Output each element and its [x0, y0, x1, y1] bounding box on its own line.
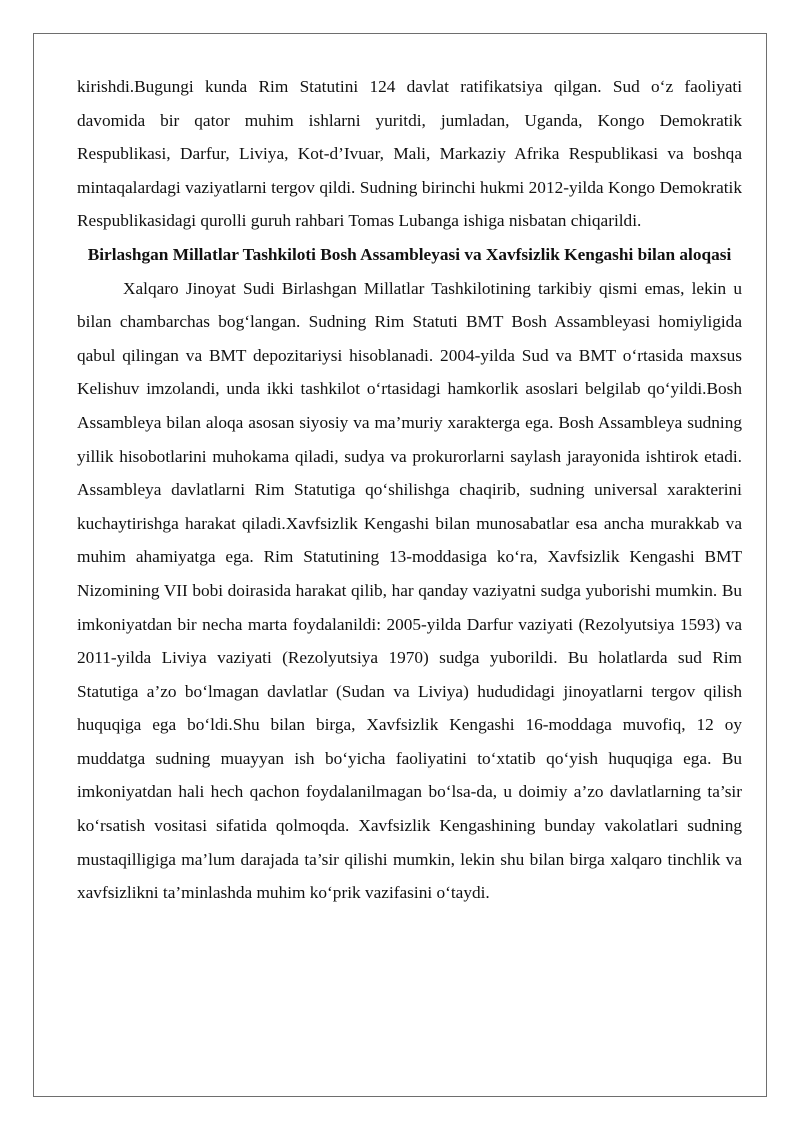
intro-paragraph: kirishdi.Bugungi kunda Rim Statutini 124 davlat ratifikatsiya qilgan. Sud o‘z faoliyati davomida bir qator muhim ishlarni yuritdi, jumladan, Uganda, Kongo Demokratik Respublikasi, Darfur, Liviya, Kot-d’Ivuar, Mali, Markaziy Afrika Respublikasi va boshqa mintaqalardagi vaziyatlarni tergov qildi. Sudning birinchi hukmi 2012-yilda Kongo Demokratik Respublikasidagi qurolli guruh rahbari Tomas Lubanga ishiga nisbatan chiqarildi.: [77, 77, 742, 231]
document-body: [77, 70, 742, 910]
section-paragraph: Xalqaro Jinoyat Sudi Birlashgan Millatlar Tashkilotining tarkibiy qismi emas, lekin u bilan chambarchas bog‘langan. Sudning Rim Statuti BMT Bosh Assambleyasi homiyligida qabul qilingan va BMT depozitariysi hisoblanadi. 2004-yilda Sud va BMT o‘rtasida maxsus Kelishuv imzolandi, unda ikki tashkilot o‘rtasidagi hamkorlik asoslari belgilab qo‘yildi.Bosh Assambleya bilan aloqa asosan siyosiy va ma’muriy xarakterga ega. Bosh Assambleya sudning yillik hisobotlarini muhokama qiladi, sudya va prokurorlarni saylash jarayonida ishtirok etadi. Assambleya davlatlarni Rim Statutiga qo‘shilishga chaqirib, sudning universal xarakterini kuchaytirishga harakat qiladi.Xavfsizlik Kengashi bilan munosabatlar esa ancha murakkab va muhim ahamiyatga ega. Rim Statutining 13-moddasiga ko‘ra, Xavfsizlik Kengashi BMT Nizomining VII bobi doirasida harakat qilib, har qanday vaziyatni sudga yuborishi mumkin. Bu imkoniyatdan bir necha marta foydalanildi: 2005-yilda Darfur vaziyati (Rezolyutsiya 1593) va 2011-yilda Liviya vaziyati (Rezolyutsiya 1970) sudga yuborildi. Bu holatlarda sud Rim Statutiga a’zo bo‘lmagan davlatlar (Sudan va Liviya) hududidagi jinoyatlarni tergov qilish huquqiga ega bo‘ldi.Shu bilan birga, Xavfsizlik Kengashi 16-moddaga muvofiq, 12 oy muddatga sudning muayyan ish bo‘yicha faoliyatini to‘xtatib qo‘yish huquqiga ega. Bu imkoniyatdan hali hech qachon foydalanilmagan bo‘lsa-da, u doimiy a’zo davlatlarning ta’sir ko‘rsatish vositasi sifatida qolmoqda. Xavfsizlik Kengashining bunday vakolatlari sudning mustaqilligiga ma’lum darajada ta’sir qilishi mumkin, lekin shu bilan birga xalqaro tinchlik va xavfsizlikni ta’minlashda muhim ko‘prik vazifasini o‘taydi.: [77, 278, 742, 903]
section-heading: Birlashgan Millatlar Tashkiloti Bosh Assambleyasi va Xavfsizlik Kengashi bilan aloqasi: [87, 244, 732, 264]
